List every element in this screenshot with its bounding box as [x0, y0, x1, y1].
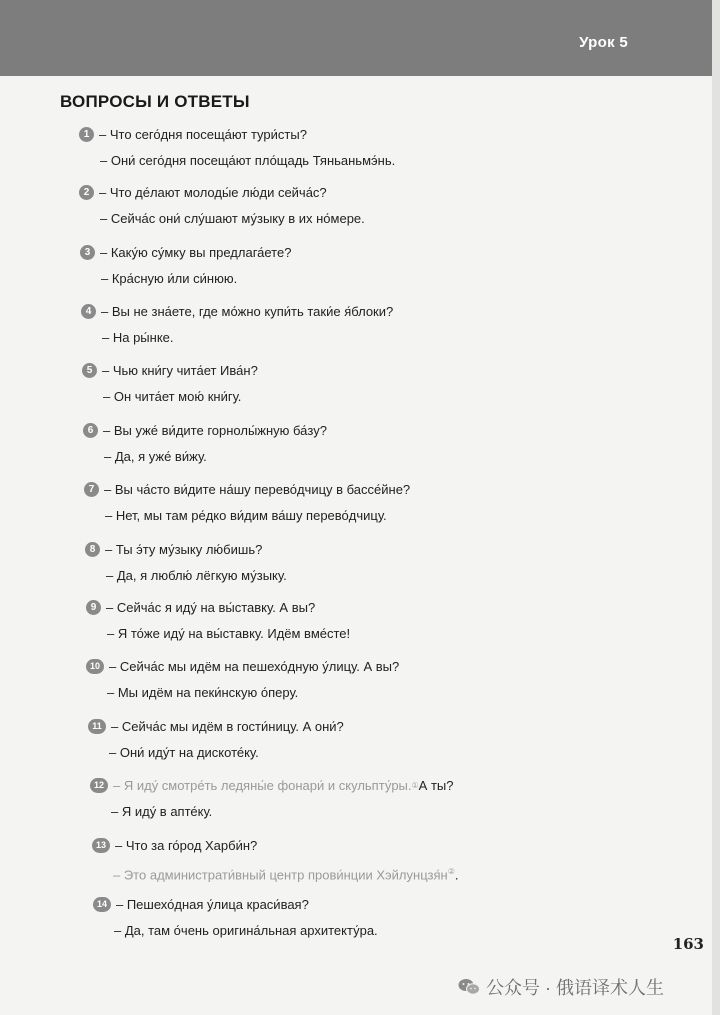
page-number: 163: [672, 935, 704, 953]
item-number: 3: [80, 245, 95, 260]
answer: – Он чита́ет мою́ кни́гу.: [103, 389, 242, 404]
watermark: [458, 974, 664, 1000]
item-number: 11: [88, 719, 106, 734]
answer: – Да, я уже́ ви́жу.: [104, 449, 207, 464]
answer: – Я иду́ в апте́ку.: [111, 804, 213, 819]
question-tail: А ты?: [418, 777, 454, 793]
question: – Я иду́ смотре́ть ледяны́е фонари́ и скульпту́ры.: [113, 777, 412, 793]
question: – Ты э́ту му́зыку лю́бишь?: [105, 541, 263, 557]
item-number: 5: [82, 363, 97, 378]
page-edge: [712, 0, 720, 1015]
question: – Вы не зна́ете, где мо́жно купи́ть таки́е я́блоки?: [101, 303, 394, 319]
question: – Сейча́с мы идём в гости́ницу. А они́?: [111, 718, 344, 734]
qa-item: [83, 420, 327, 467]
answer: – Сейча́с они́ слу́шают му́зыку в их но́мере.: [100, 211, 365, 226]
answer: – Кра́сную и́ли си́нюю.: [101, 271, 238, 286]
qa-item: [81, 301, 393, 348]
item-number: 10: [86, 659, 104, 674]
qa-item: [86, 597, 350, 644]
answer: – Это администрати́вный центр прови́нции Хэйлунцзя́н: [113, 867, 448, 883]
qa-item: [86, 656, 399, 703]
qa-item: [82, 360, 258, 407]
item-number: 9: [86, 600, 101, 615]
qa-item: [79, 182, 365, 229]
answer: – Да, там о́чень оригина́льная архитекту́ра.: [114, 923, 378, 938]
answer: – Они́ сего́дня посеща́ют пло́щадь Тяньаньмэ́нь.: [100, 153, 396, 168]
qa-item: [80, 242, 291, 289]
qa-item: [85, 539, 287, 586]
header-band: [0, 0, 712, 76]
item-number: 2: [79, 185, 94, 200]
question: – Что сего́дня посеща́ют тури́сты?: [99, 126, 307, 142]
item-number: 6: [83, 423, 98, 438]
section-title: ВОПРОСЫ И ОТВЕТЫ: [60, 92, 250, 111]
footnote-marker: ①: [411, 780, 419, 790]
question: – Пешехо́дная у́лица краси́вая?: [116, 896, 309, 912]
qa-item: [90, 775, 453, 822]
item-number: 12: [90, 778, 108, 793]
question: – Каку́ю су́мку вы предлага́ете?: [100, 244, 292, 260]
answer: – Да, я люблю́ лёгкую му́зыку.: [106, 568, 287, 583]
wechat-icon: [458, 978, 480, 996]
answer: – Они́ иду́т на дискоте́ку.: [109, 745, 259, 760]
answer: – Мы идём на пеки́нскую о́перу.: [107, 685, 299, 700]
answer-tail: .: [454, 867, 459, 883]
qa-item: [92, 835, 458, 882]
question: – Что за го́род Харби́н?: [115, 837, 258, 853]
qa-item: [84, 479, 410, 526]
question: – Вы уже́ ви́дите горнолы́жную ба́зу?: [103, 422, 327, 438]
question: – Сейча́с я иду́ на вы́ставку. А вы?: [106, 599, 316, 615]
item-number: 8: [85, 542, 100, 557]
answer: – Я то́же иду́ на вы́ставку. Идём вме́сте!: [107, 626, 351, 641]
qa-item: [88, 716, 344, 763]
watermark-text: 公众号 · 俄语译术人生: [486, 978, 664, 998]
item-number: 1: [79, 127, 94, 142]
footnote-marker: ②: [447, 867, 455, 876]
item-number: 7: [84, 482, 99, 497]
lesson-label: Урок 5: [579, 34, 628, 51]
question: – Вы ча́сто ви́дите на́шу перево́дчицу в бассе́йне?: [104, 481, 411, 497]
item-number: 14: [93, 897, 111, 912]
question: – Сейча́с мы идём на пешехо́дную у́лицу. А вы?: [109, 658, 400, 674]
question: – Чью кни́гу чита́ет Ива́н?: [102, 362, 258, 378]
qa-item: [79, 124, 395, 171]
question: – Что де́лают молоды́е лю́ди сейча́с?: [99, 184, 327, 200]
answer: – Нет, мы там ре́дко ви́дим ва́шу перево́дчицу.: [105, 508, 387, 523]
item-number: 13: [92, 838, 110, 853]
answer: – На ры́нке.: [102, 330, 174, 345]
item-number: 4: [81, 304, 96, 319]
qa-item: [93, 894, 378, 941]
